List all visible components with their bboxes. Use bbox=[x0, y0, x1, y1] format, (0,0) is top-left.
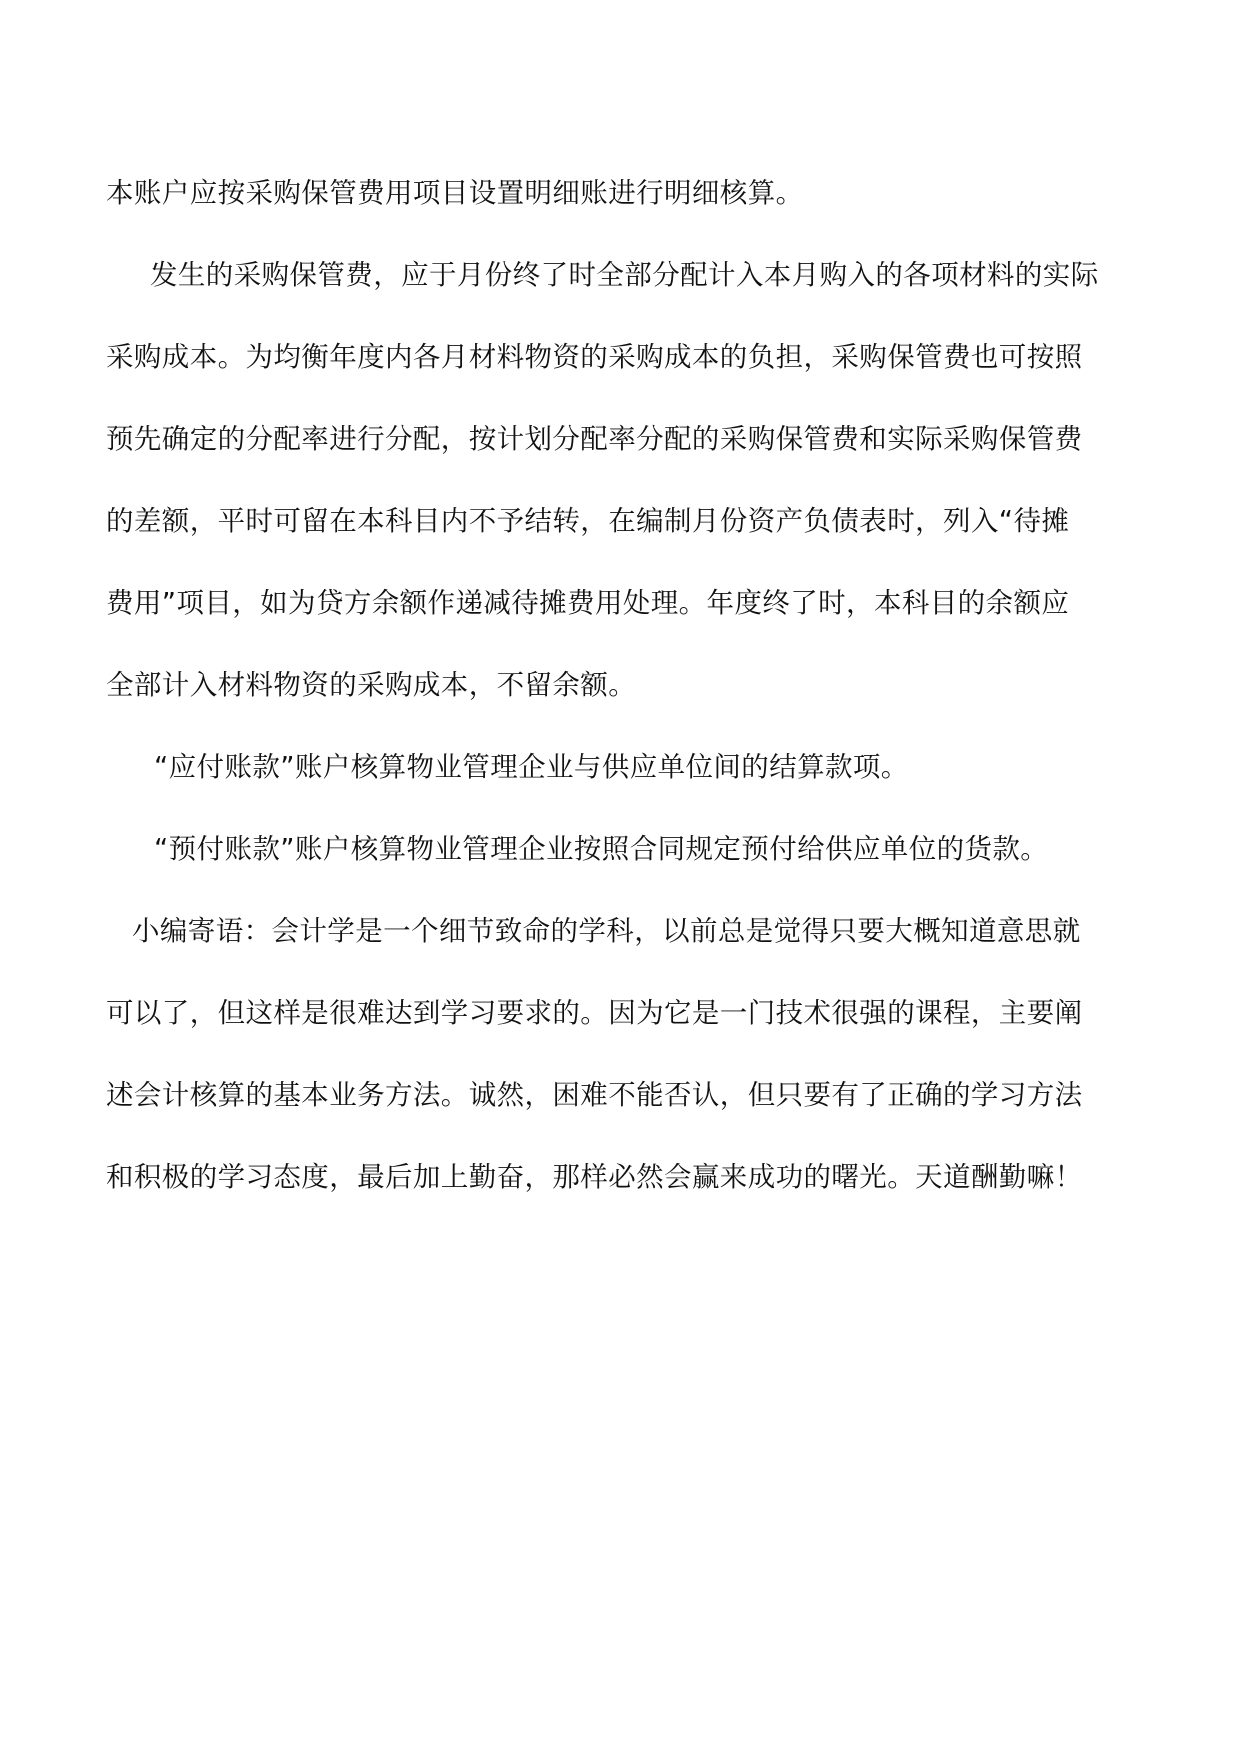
document-body bbox=[106, 152, 1144, 1218]
paragraph-procurement-fee-line-6: 全部计入材料物资的采购成本，不留余额。 bbox=[106, 669, 637, 701]
paragraph-account-detail-line-1: 本账户应按采购保管费用项目设置明细账进行明细核算。 bbox=[106, 177, 804, 209]
paragraph-procurement-fee-line-3: 预先确定的分配率进行分配，按计划分配率分配的采购保管费和实际采购保管费 bbox=[106, 423, 1083, 455]
paragraph-editor-note-line-4: 和积极的学习态度，最后加上勤奋，那样必然会赢来成功的曙光。天道酬勤嘛！ bbox=[106, 1161, 1083, 1193]
paragraph-prepayments-line-1: “预付账款”账户核算物业管理企业按照合同规定预付给供应单位的货款。 bbox=[154, 833, 1049, 865]
paragraph-accounts-payable-line-1: “应付账款”账户核算物业管理企业与供应单位间的结算款项。 bbox=[154, 751, 909, 783]
paragraph-procurement-fee-line-4: 的差额，平时可留在本科目内不予结转，在编制月份资产负债表时，列入“待摊 bbox=[106, 505, 1070, 537]
paragraph-editor-note-line-1: 小编寄语：会计学是一个细节致命的学科，以前总是觉得只要大概知道意思就 bbox=[132, 915, 1081, 947]
paragraph-procurement-fee-line-1: 发生的采购保管费，应于月份终了时全部分配计入本月购入的各项材料的实际 bbox=[150, 259, 1099, 291]
paragraph-procurement-fee-line-2: 采购成本。为均衡年度内各月材料物资的采购成本的负担，采购保管费也可按照 bbox=[106, 341, 1083, 373]
paragraph-editor-note-line-3: 述会计核算的基本业务方法。诚然，困难不能否认，但只要有了正确的学习方法 bbox=[106, 1079, 1083, 1111]
paragraph-procurement-fee-line-5: 费用”项目，如为贷方余额作递减待摊费用处理。年度终了时，本科目的余额应 bbox=[106, 587, 1070, 619]
paragraph-editor-note-line-2: 可以了，但这样是很难达到学习要求的。因为它是一门技术很强的课程，主要阐 bbox=[106, 997, 1083, 1029]
